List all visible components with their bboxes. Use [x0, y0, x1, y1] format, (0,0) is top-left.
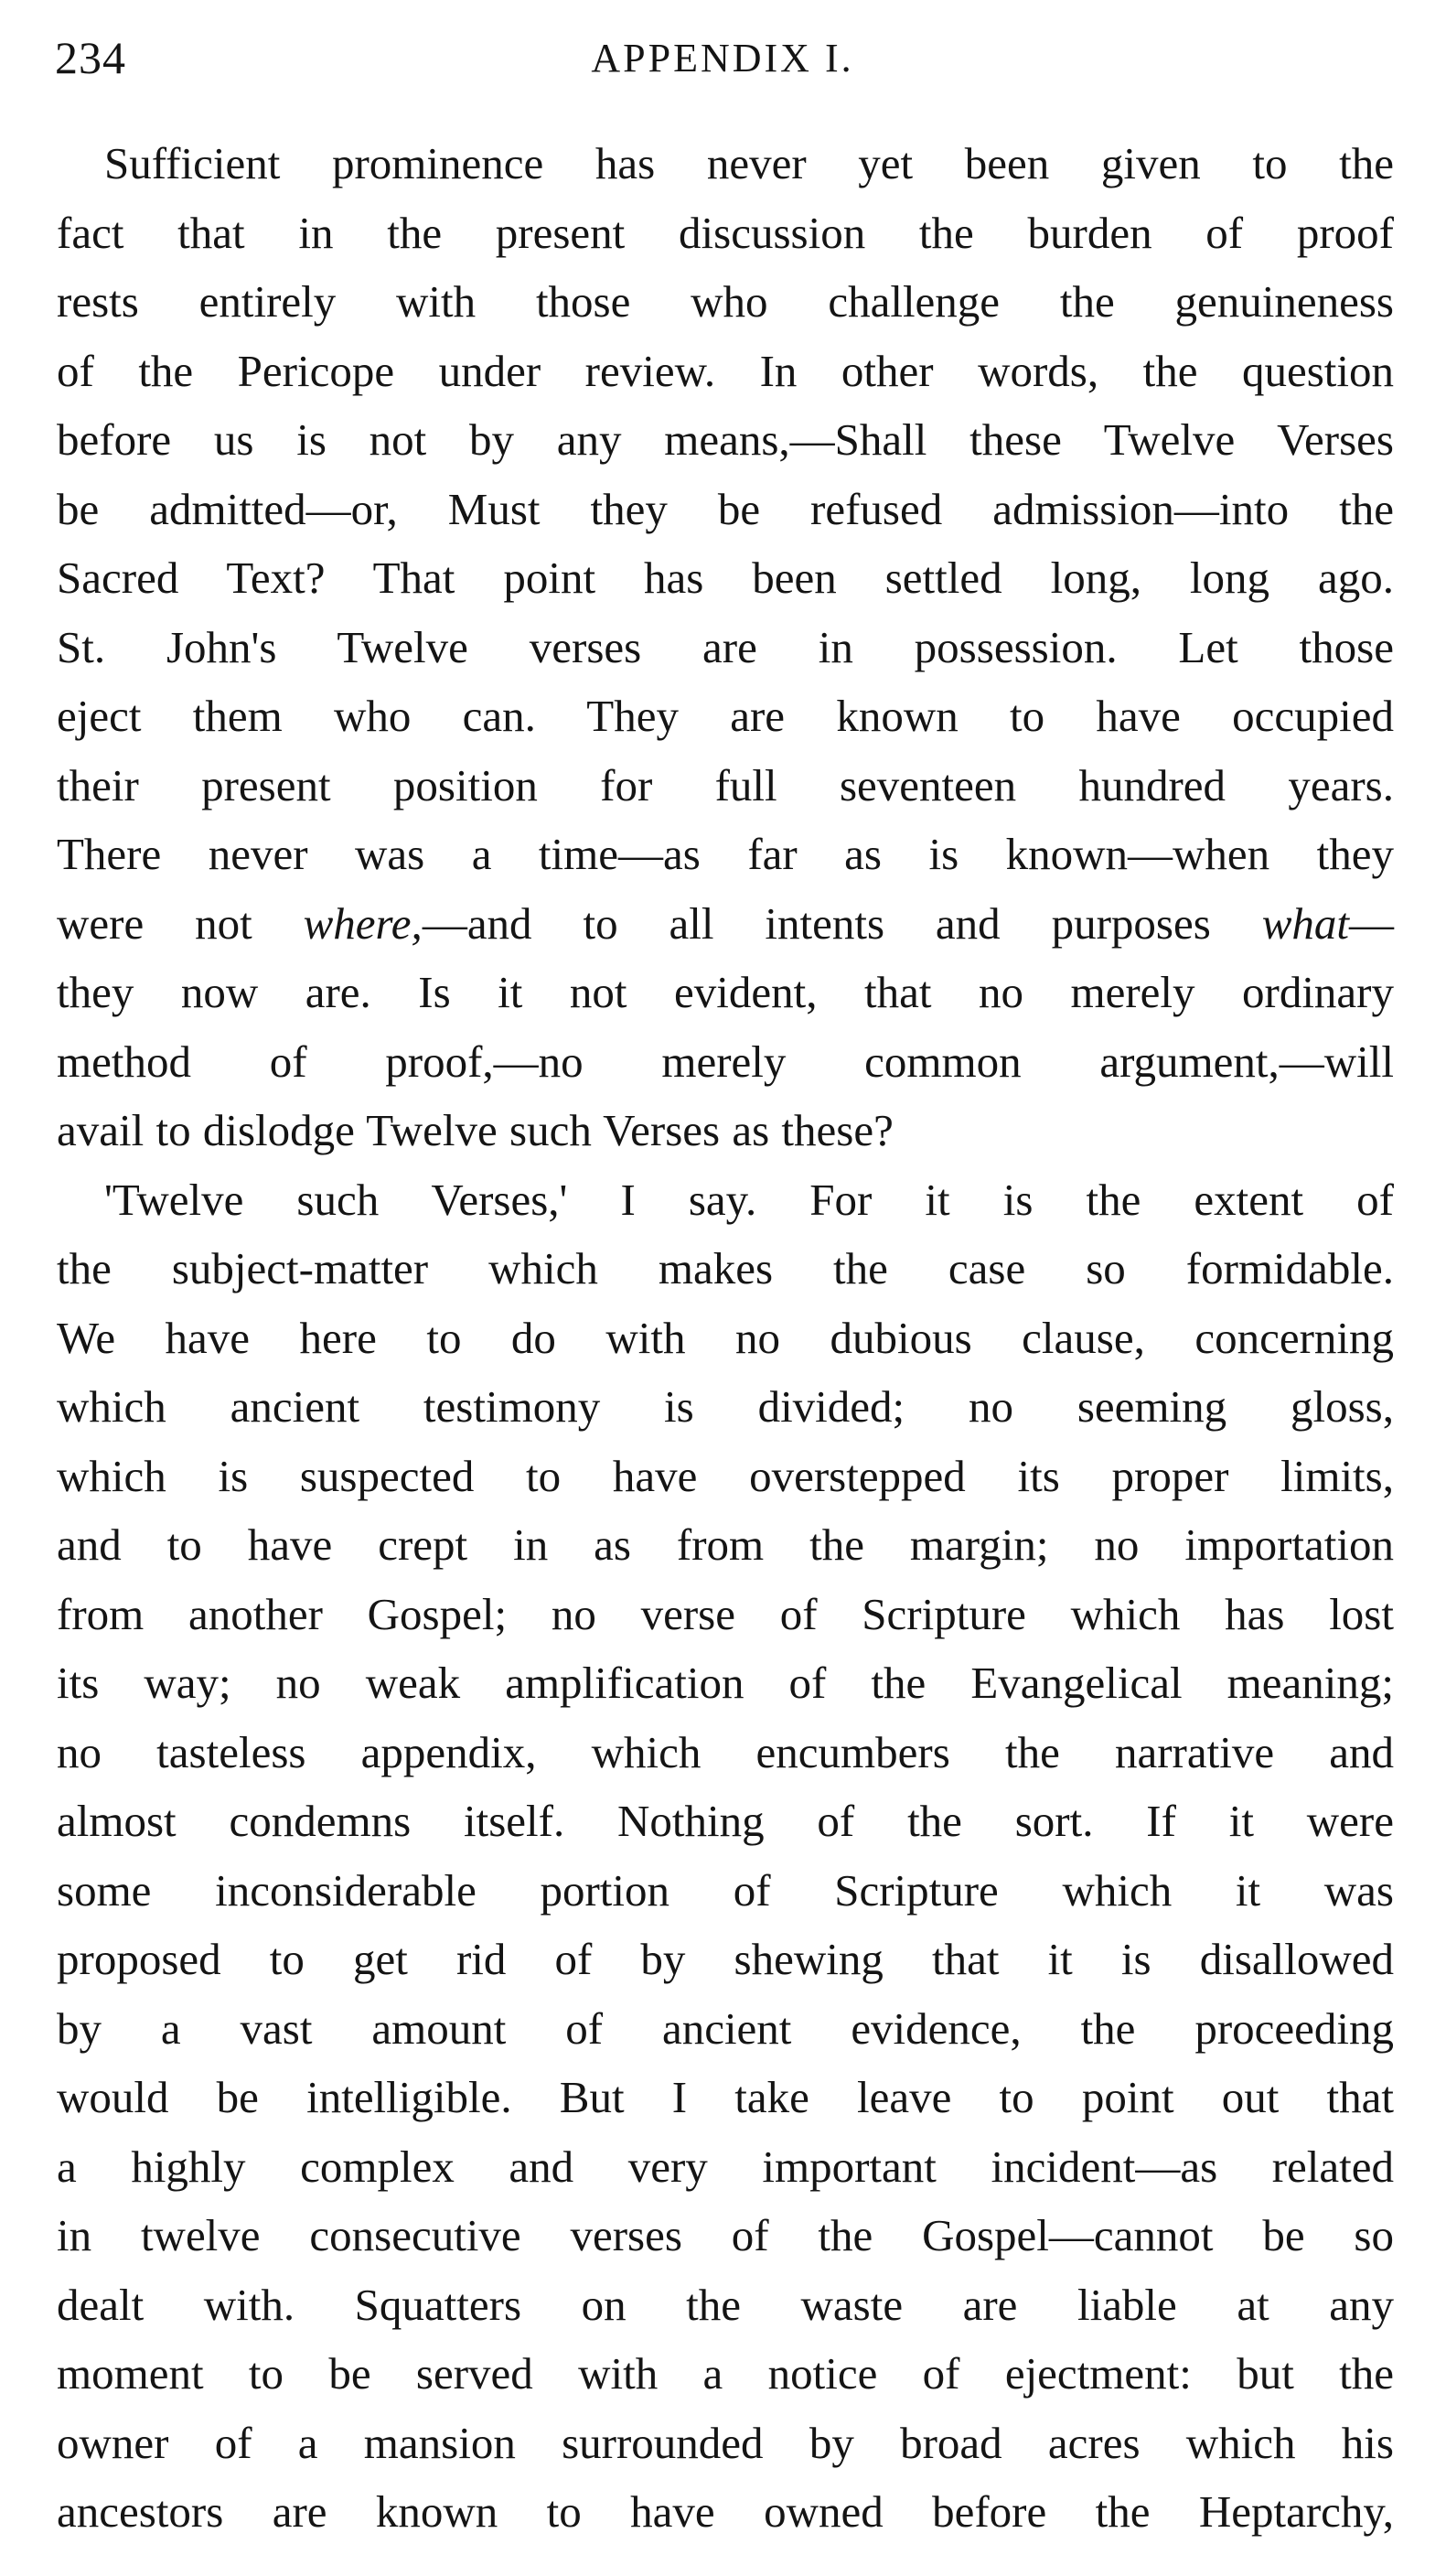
text-line: a highly complex and very important incident—as related — [57, 2141, 1394, 2192]
text-line: before us is not by any means,—Shall these Twelve Verses — [57, 414, 1394, 465]
paragraph-2 — [57, 1165, 1394, 2547]
text-line: owner of a mansion surrounded by broad acres which his — [57, 2417, 1394, 2468]
text-line: St. John's Twelve verses are in possession. Let those — [57, 621, 1394, 672]
text-line: almost condemns itself. Nothing of the sort. If it were — [57, 1796, 1394, 1846]
text-line: Sacred Text? That point has been settled long, long ago. — [57, 553, 1394, 603]
text-line: method of proof,—no merely common argument,—will — [57, 1036, 1394, 1087]
text-line: dealt with. Squatters on the waste are liable at any — [57, 2279, 1394, 2330]
text-line: they now are. Is it not evident, that no merely ordinary — [57, 967, 1394, 1017]
paragraph-1 — [57, 129, 1394, 1165]
text-line: which is suspected to have overstepped its proper limits, — [57, 1450, 1394, 1501]
text-line-with-italics — [57, 889, 1394, 959]
text-line: 'Twelve such Verses,' I say. For it is the extent of — [104, 1174, 1394, 1225]
text-line: We have here to do with no dubious clause, concerning — [57, 1312, 1394, 1363]
text-line: proposed to get rid of by shewing that it is disallowed — [57, 1934, 1394, 1984]
running-title: APPENDIX I. — [591, 36, 854, 80]
text-line: the subject-matter which makes the case so formidable. — [57, 1243, 1394, 1293]
text-line: Sufficient prominence has never yet been given to the — [104, 138, 1394, 188]
text-line: its way; no weak amplification of the Evangelical meaning; — [57, 1658, 1394, 1708]
text-line: would be intelligible. But I take leave to point out that — [57, 2072, 1394, 2122]
text-line: fact that in the present discussion the burden of proof — [57, 207, 1394, 258]
text-line: by a vast amount of ancient evidence, the proceeding — [57, 2002, 1394, 2054]
italic-word: where, — [303, 897, 423, 949]
text-fragment: were not — [57, 897, 304, 949]
text-line: and to have crept in as from the margin; no importation — [57, 1519, 1394, 1570]
text-line: no tasteless appendix, which encumbers the narrative and — [57, 1726, 1394, 1777]
italic-word: what — [1261, 897, 1349, 949]
running-head — [55, 31, 1390, 95]
text-line: There never was a time—as far as is known—when they — [57, 829, 1394, 879]
body-text — [57, 129, 1394, 2547]
page-number: 234 — [55, 32, 126, 83]
text-line: be admitted—or, Must they be refused admission—into the — [57, 483, 1394, 534]
text-line: eject them who can. They are known to have occupied — [57, 691, 1394, 741]
text-line: ancestors are known to have owned before the Heptarchy, — [57, 2486, 1394, 2537]
text-line: avail to dislodge Twelve such Verses as these? — [57, 1105, 894, 1155]
text-line: rests entirely with those who challenge the genuineness — [57, 276, 1394, 327]
text-fragment: — — [1348, 897, 1394, 949]
text-line: in twelve consecutive verses of the Gospel—cannot be so — [57, 2210, 1394, 2260]
text-line: of the Pericope under review. In other words, the question — [57, 345, 1394, 396]
text-line: which ancient testimony is divided; no seeming gloss, — [57, 1381, 1394, 1432]
text-line: moment to be served with a notice of ejectment: but the — [57, 2348, 1394, 2399]
text-fragment: —and to all intents and purposes — [422, 897, 1262, 949]
text-line: some inconsiderable portion of Scripture which it was — [57, 1864, 1394, 1916]
text-line: their present position for full seventeen hundred years. — [57, 759, 1394, 810]
text-line: from another Gospel; no verse of Scripture which has lost — [57, 1588, 1394, 1639]
